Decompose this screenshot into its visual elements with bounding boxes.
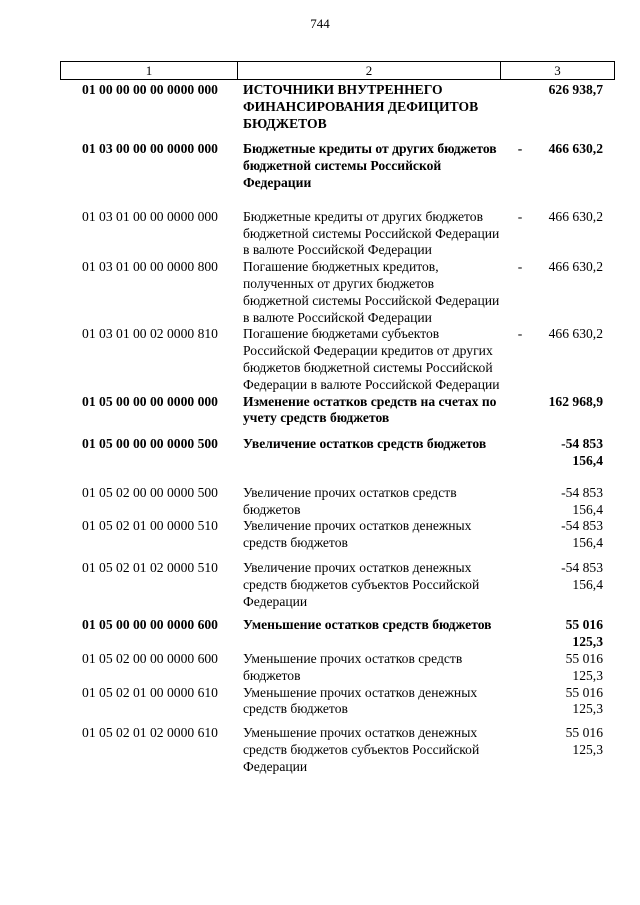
table-row: [60, 259, 615, 326]
table-row: [60, 436, 615, 470]
row-amount: 55 016 125,3: [565, 725, 603, 757]
table-row: [60, 394, 615, 428]
row-code: 01 05 02 01 02 0000 510: [82, 559, 218, 575]
row-name: Уменьшение прочих остатков денежных средств бюджетов: [243, 684, 478, 717]
row-code: 01 03 01 00 00 0000 000: [82, 208, 218, 224]
row-amount: 55 016 125,3: [565, 650, 603, 683]
row-amount: -54 853 156,4: [561, 436, 603, 468]
row-name: Изменение остатков средств на счетах по учету средств бюджетов: [243, 393, 497, 426]
row-code: 01 05 02 01 02 0000 610: [82, 725, 218, 741]
row-name: Увеличение прочих остатков средств бюджетов: [243, 484, 457, 517]
row-sign: [500, 617, 540, 651]
row-code: 01 05 00 00 00 0000 000: [82, 393, 218, 409]
row-code: 01 03 01 00 02 0000 810: [82, 326, 218, 342]
row-amount: 162 968,9: [548, 393, 603, 409]
row-amount: 466 630,2: [548, 208, 603, 224]
table-row: [60, 617, 615, 651]
table-row: [60, 651, 615, 685]
table-row: [60, 141, 615, 191]
row-name: ИСТОЧНИКИ ВНУТРЕННЕГО ФИНАНСИРОВАНИЯ ДЕФИЦИТОВ БЮДЖЕТОВ: [243, 82, 479, 131]
row-code: 01 03 00 00 00 0000 000: [82, 141, 218, 157]
row-code: 01 05 02 00 00 0000 600: [82, 650, 218, 666]
row-sign: -: [517, 208, 523, 224]
row-sign: [500, 651, 540, 685]
row-sign: [500, 560, 540, 610]
row-sign: [500, 394, 540, 428]
table-row: [60, 685, 615, 719]
row-name: Уменьшение прочих остатков денежных средств бюджетов субъектов Российской Федерации: [243, 725, 480, 774]
row-sign: [500, 485, 540, 519]
row-name: Погашение бюджетных кредитов, полученных от других бюджетов бюджетной системы Российской Федерации в валюте Российской Федерации: [243, 259, 500, 325]
row-name: Увеличение остатков средств бюджетов: [243, 436, 487, 452]
row-sign: [500, 436, 540, 470]
row-code: 01 03 01 00 00 0000 800: [82, 259, 218, 275]
row-name: Бюджетные кредиты от других бюджетов бюджетной системы Российской Федерации: [243, 141, 497, 190]
page-number: 744: [310, 16, 330, 31]
table-row: [60, 209, 615, 259]
row-sign: -: [517, 259, 523, 275]
row-amount: -54 853 156,4: [561, 518, 603, 551]
table-row: [60, 485, 615, 519]
row-name: Погашение бюджетами субъектов Российской Федерации кредитов от других бюджетов бюджетной системы Российской Федерации в валюте Российской Федерации: [243, 326, 500, 392]
row-amount: 626 938,7: [548, 82, 603, 97]
row-amount: 466 630,2: [548, 259, 603, 275]
column-header-2: 2: [238, 62, 501, 79]
row-name: Уменьшение остатков средств бюджетов: [243, 617, 492, 633]
row-code: 01 00 00 00 00 0000 000: [82, 82, 218, 97]
row-sign: [500, 518, 540, 552]
row-sign: -: [517, 326, 523, 342]
row-amount: -54 853 156,4: [561, 484, 603, 517]
row-sign: [500, 82, 540, 132]
row-amount: -54 853 156,4: [561, 559, 603, 592]
row-code: 01 05 02 01 00 0000 510: [82, 518, 218, 534]
budget-table: [60, 82, 615, 775]
row-amount: 55 016 125,3: [565, 617, 603, 650]
row-sign: [500, 725, 540, 775]
row-sign: [500, 685, 540, 719]
row-amount: 55 016 125,3: [565, 684, 603, 717]
column-header-3: 3: [554, 63, 561, 78]
column-header-1: 1: [61, 62, 238, 79]
column-header-row: [60, 61, 615, 80]
row-code: 01 05 00 00 00 0000 500: [82, 436, 218, 452]
row-amount: 466 630,2: [548, 326, 603, 342]
row-amount: 466 630,2: [548, 141, 603, 157]
table-row: [60, 518, 615, 552]
row-name: Увеличение прочих остатков денежных средств бюджетов: [243, 518, 472, 551]
table-row: [60, 560, 615, 610]
row-name: Бюджетные кредиты от других бюджетов бюджетной системы Российской Федерации в валюте Российской Федерации: [243, 208, 500, 258]
row-name: Уменьшение прочих остатков средств бюджетов: [243, 650, 463, 683]
row-code: 01 05 00 00 00 0000 600: [82, 617, 218, 633]
row-sign: -: [517, 141, 523, 157]
table-row: [60, 326, 615, 393]
table-row: [60, 725, 615, 775]
row-code: 01 05 02 01 00 0000 610: [82, 684, 218, 700]
row-code: 01 05 02 00 00 0000 500: [82, 484, 218, 500]
table-row: [60, 82, 615, 132]
row-name: Увеличение прочих остатков денежных средств бюджетов субъектов Российской Федерации: [243, 559, 480, 609]
